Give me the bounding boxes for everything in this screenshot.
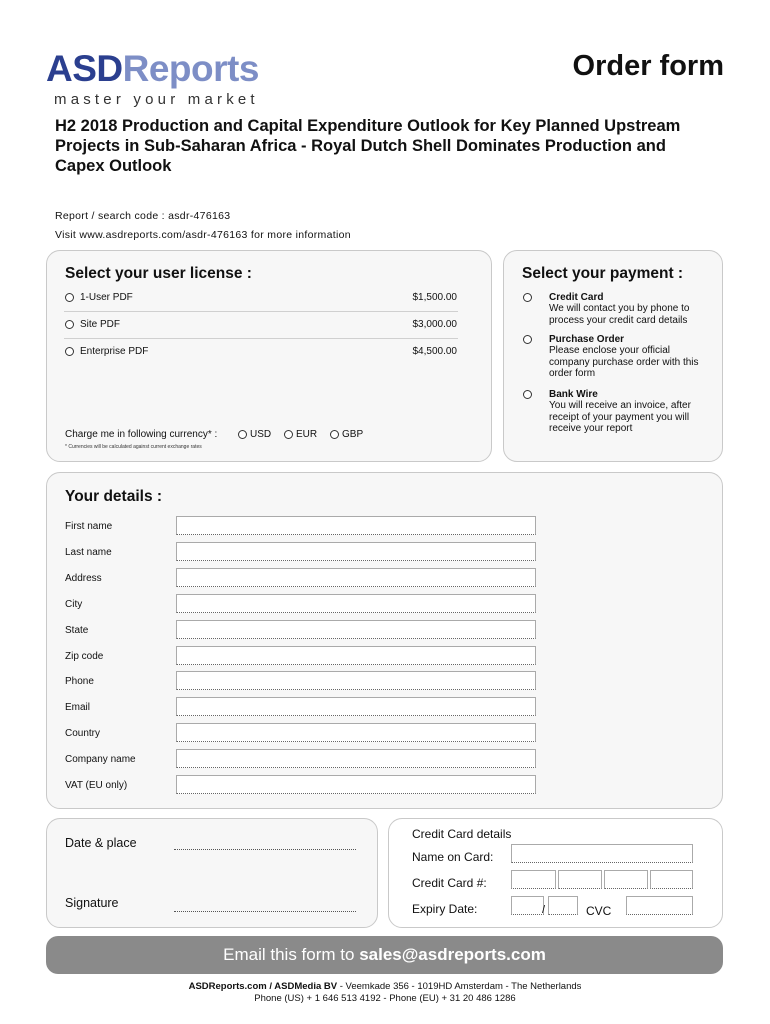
cvc-input[interactable] <box>626 896 693 915</box>
email-address-link[interactable]: sales@asdreports.com <box>359 945 546 964</box>
report-title: H2 2018 Production and Capital Expenditure Outlook for Key Planned Upstream Projects in Sub-Saharan Africa - Royal Dutch Shell Dominates Production and Capex Outlook <box>55 117 681 175</box>
signature-line[interactable] <box>174 911 356 912</box>
license-radio[interactable] <box>65 293 74 302</box>
field-label-email: Email <box>65 702 91 713</box>
name-on-card-label: Name on Card: <box>412 850 494 864</box>
payment-radio-bank-wire[interactable] <box>523 390 532 399</box>
date-place-label: Date & place <box>65 836 137 850</box>
license-price: $1,500.00 <box>412 292 457 303</box>
name-on-card-input[interactable] <box>511 844 693 863</box>
city-input[interactable] <box>176 594 536 613</box>
currency-radio[interactable] <box>238 430 247 439</box>
license-price: $3,000.00 <box>412 319 457 330</box>
address-input[interactable] <box>176 568 536 587</box>
email-banner <box>46 936 723 974</box>
date-place-line[interactable] <box>174 849 356 850</box>
report-code: Report / search code : asdr-476163 <box>55 210 231 222</box>
cvc-label: CVC <box>586 904 612 918</box>
license-option-enterprise[interactable] <box>65 346 457 360</box>
company-name-input[interactable] <box>176 749 536 768</box>
field-label-state: State <box>65 625 89 636</box>
card-number-label: Credit Card #: <box>412 876 487 890</box>
card-number-input-2[interactable] <box>558 870 602 889</box>
field-label-city: City <box>65 599 83 610</box>
country-input[interactable] <box>176 723 536 742</box>
license-label: Site PDF <box>80 319 121 330</box>
license-radio[interactable] <box>65 320 74 329</box>
license-label: Enterprise PDF <box>80 346 149 357</box>
currency-label-usd: USD <box>250 429 272 440</box>
field-label-first-name: First name <box>65 521 113 532</box>
payment-radio-purchase-order[interactable] <box>523 335 532 344</box>
license-price: $4,500.00 <box>412 346 457 357</box>
field-label-address: Address <box>65 573 102 584</box>
currency-radio[interactable] <box>284 430 293 439</box>
report-link[interactable]: Visit www.asdreports.com/asdr-476163 for more information <box>55 229 351 241</box>
state-input[interactable] <box>176 620 536 639</box>
card-number-input-4[interactable] <box>650 870 693 889</box>
credit-card-heading: Credit Card details <box>412 827 512 841</box>
license-heading: Select your user license : <box>65 265 252 282</box>
expiry-year-input[interactable] <box>548 896 578 915</box>
expiry-month-input[interactable] <box>511 896 544 915</box>
logo-tagline: master your market <box>54 91 259 108</box>
currency-label-eur: EUR <box>296 429 318 440</box>
details-heading: Your details : <box>65 488 163 505</box>
field-label-phone: Phone <box>65 676 94 687</box>
card-number-input-3[interactable] <box>604 870 648 889</box>
license-option-site[interactable] <box>65 319 457 333</box>
payment-desc: Please enclose your official company purchase order with this order form <box>549 345 699 379</box>
phone-input[interactable] <box>176 671 536 690</box>
card-number-input-1[interactable] <box>511 870 556 889</box>
vat-input[interactable] <box>176 775 536 794</box>
divider <box>64 311 458 312</box>
footer-address-text: - Veemkade 356 - 1019HD Amsterdam - The Netherlands <box>337 981 582 992</box>
field-label-company-name: Company name <box>65 754 136 765</box>
divider <box>64 338 458 339</box>
currency-label-gbp: GBP <box>342 429 364 440</box>
payment-option-bank-wire <box>549 389 709 435</box>
asdreports-logo <box>46 50 259 108</box>
payment-heading: Select your payment : <box>522 265 684 282</box>
field-label-vat: VAT (EU only) <box>65 780 128 791</box>
currency-radio[interactable] <box>330 430 339 439</box>
field-label-zip-code: Zip code <box>65 651 104 662</box>
footer-phones: Phone (US) + 1 646 513 4192 - Phone (EU) + 31 20 486 1286 <box>254 993 516 1004</box>
field-label-country: Country <box>65 728 101 739</box>
payment-desc: We will contact you by phone to process your credit card details <box>549 303 690 326</box>
payment-radio-credit-card[interactable] <box>523 293 532 302</box>
signature-label: Signature <box>65 896 119 910</box>
email-input[interactable] <box>176 697 536 716</box>
page-title: Order form <box>572 50 724 82</box>
field-label-last-name: Last name <box>65 547 112 558</box>
last-name-input[interactable] <box>176 542 536 561</box>
currency-footnote: * Currencies will be calculated against current exchange rates <box>65 444 202 450</box>
payment-title: Purchase Order <box>549 334 625 345</box>
payment-option-purchase-order <box>549 334 699 380</box>
payment-option-credit-card <box>549 292 709 326</box>
payment-desc: You will receive an invoice, after receipt of your payment you will receive your report <box>549 400 691 434</box>
expiry-separator: / <box>542 904 546 916</box>
first-name-input[interactable] <box>176 516 536 535</box>
currency-label: Charge me in following currency* : <box>65 429 218 440</box>
logo-text-reports: Reports <box>122 48 259 89</box>
expiry-date-label: Expiry Date: <box>412 902 478 916</box>
footer-address <box>0 981 770 992</box>
payment-title: Credit Card <box>549 292 604 303</box>
payment-title: Bank Wire <box>549 389 598 400</box>
license-radio[interactable] <box>65 347 74 356</box>
footer-company: ASDReports.com / ASDMedia BV <box>188 981 338 992</box>
zip-code-input[interactable] <box>176 646 536 665</box>
license-label: 1-User PDF <box>80 292 133 303</box>
license-option-1-user[interactable] <box>65 292 457 306</box>
email-prefix: Email this form to <box>223 945 360 964</box>
logo-text-asd: ASD <box>46 48 123 89</box>
